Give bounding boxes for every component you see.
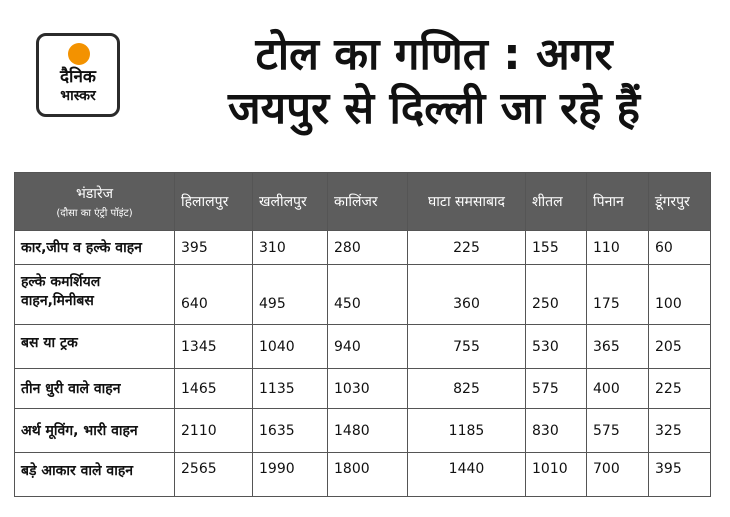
column-header: घाटा समसाबाद [408, 173, 526, 231]
column-header: खलीलपुर [253, 173, 328, 231]
table-row [15, 453, 711, 497]
vehicle-type-cell: अर्थ मूविंग, भारी वाहन [15, 409, 175, 453]
toll-cell: 700 [587, 453, 649, 497]
vehicle-type-cell: कार,जीप व हल्के वाहन [15, 231, 175, 265]
toll-cell: 395 [175, 231, 253, 265]
toll-cell: 100 [649, 265, 711, 325]
toll-cell: 325 [649, 409, 711, 453]
column-header: पिनान [587, 173, 649, 231]
table-row [15, 231, 711, 265]
toll-cell: 60 [649, 231, 711, 265]
toll-cell: 175 [587, 265, 649, 325]
toll-cell: 1185 [408, 409, 526, 453]
toll-cell: 225 [649, 369, 711, 409]
toll-cell: 2110 [175, 409, 253, 453]
vehicle-type-cell: बस या ट्रक [15, 325, 175, 369]
toll-cell: 110 [587, 231, 649, 265]
toll-cell: 1030 [328, 369, 408, 409]
toll-cell: 250 [526, 265, 587, 325]
corner-subtitle: (दौसा का एंट्री पॉइंट) [56, 208, 133, 219]
toll-cell: 225 [408, 231, 526, 265]
header-row [15, 173, 711, 231]
toll-cell: 575 [526, 369, 587, 409]
vehicle-type-cell: बड़े आकार वाले वाहन [15, 453, 175, 497]
brand-name-line2: भास्कर [60, 88, 96, 104]
column-header: डूंगरपुर [649, 173, 711, 231]
toll-cell: 495 [253, 265, 328, 325]
column-header: हिलालपुर [175, 173, 253, 231]
toll-cell: 530 [526, 325, 587, 369]
toll-cell: 395 [649, 453, 711, 497]
toll-cell: 940 [328, 325, 408, 369]
brand-name-line1: दैनिक [60, 67, 96, 87]
toll-cell: 1990 [253, 453, 328, 497]
corner-header [15, 173, 175, 231]
toll-cell: 450 [328, 265, 408, 325]
table-row [15, 369, 711, 409]
toll-cell: 400 [587, 369, 649, 409]
toll-cell: 1440 [408, 453, 526, 497]
toll-cell: 1010 [526, 453, 587, 497]
toll-cell: 310 [253, 231, 328, 265]
corner-title: भंडारेज [75, 186, 114, 202]
toll-cell: 575 [587, 409, 649, 453]
toll-cell: 360 [408, 265, 526, 325]
headline-line-2: जयपुर से दिल्ली जा रहे हैं [227, 83, 641, 134]
vehicle-type-line2: वाहन,मिनीबस [21, 293, 94, 309]
toll-cell: 280 [328, 231, 408, 265]
table-row [15, 325, 711, 369]
table-row [15, 409, 711, 453]
toll-cell: 205 [649, 325, 711, 369]
vehicle-type-cell: तीन धुरी वाले वाहन [15, 369, 175, 409]
toll-cell: 155 [526, 231, 587, 265]
vehicle-type-line1: हल्के कमर्शियल [21, 274, 101, 290]
column-header: शीतल [526, 173, 587, 231]
toll-cell: 1480 [328, 409, 408, 453]
sun-icon [68, 43, 90, 65]
headline [138, 28, 730, 136]
toll-cell: 1800 [328, 453, 408, 497]
table-row [15, 265, 711, 325]
toll-cell: 1465 [175, 369, 253, 409]
toll-cell: 2565 [175, 453, 253, 497]
toll-cell: 365 [587, 325, 649, 369]
toll-cell: 755 [408, 325, 526, 369]
column-header: कालिंजर [328, 173, 408, 231]
toll-table [14, 172, 711, 497]
toll-cell: 1345 [175, 325, 253, 369]
brand-logo [36, 33, 120, 117]
toll-cell: 825 [408, 369, 526, 409]
toll-cell: 640 [175, 265, 253, 325]
toll-cell: 830 [526, 409, 587, 453]
toll-cell: 1135 [253, 369, 328, 409]
vehicle-type-cell [15, 265, 175, 325]
toll-cell: 1040 [253, 325, 328, 369]
toll-cell: 1635 [253, 409, 328, 453]
headline-line-1: टोल का गणित : अगर [255, 29, 613, 80]
